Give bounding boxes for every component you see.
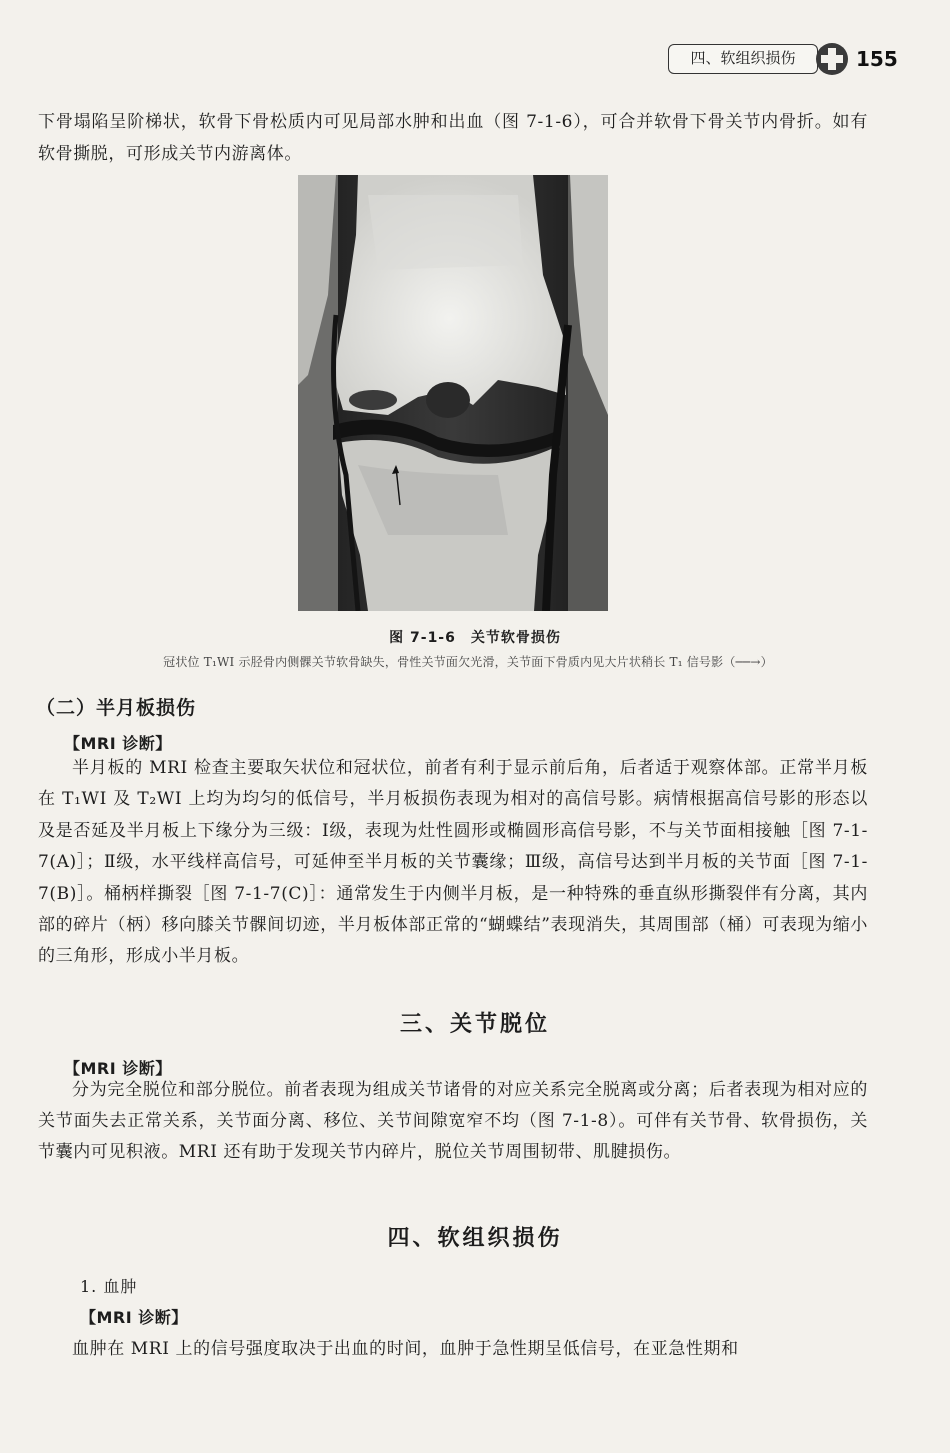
- medical-cross-icon: [815, 42, 849, 76]
- meniscus-heading: （二）半月板损伤: [36, 697, 197, 719]
- knee-mri-image: [298, 175, 608, 611]
- intro-text: 下骨塌陷呈阶梯状，软骨下骨松质内可见局部水肿和出血（图 7-1-6），可合并软骨下骨关节内骨折。如有软骨撕脱，可形成关节内游离体。: [38, 112, 868, 164]
- running-header-section: 四、软组织损伤: [668, 44, 818, 74]
- meniscus-paragraph: [38, 753, 868, 973]
- figure-caption: 冠状位 T₁WI 示胫骨内侧髁关节软骨缺失，骨性关节面欠光滑，关节面下骨质内见大片状稍长 T₁ 信号影（──→）: [163, 655, 773, 669]
- dislocation-heading: 三、关节脱位: [399, 1011, 550, 1037]
- dislocation-paragraph: [38, 1075, 868, 1168]
- soft-tissue-heading: 四、软组织损伤: [387, 1225, 563, 1251]
- hematoma-item: 1. 血肿: [80, 1277, 138, 1296]
- soft-tissue-text: 血肿在 MRI 上的信号强度取决于出血的时间，血肿于急性期呈低信号，在亚急性期和: [72, 1339, 739, 1359]
- dislocation-text: 分为完全脱位和部分脱位。前者表现为组成关节诸骨的对应关系完全脱离或分离；后者表现为相对应的关节面失去正常关系，关节面分离、移位、关节间隙宽窄不均（图 7-1-8）。可伴有关节骨、软骨损伤，关节囊内可见积液。MRI 还有助于发现关节内碎片，脱位关节周围韧带、肌腱损伤。: [38, 1080, 868, 1162]
- soft-tissue-mri-label: 【MRI 诊断】: [80, 1308, 188, 1327]
- dislocation-mri-label: 【MRI 诊断】: [64, 1059, 172, 1078]
- soft-tissue-paragraph: [38, 1333, 868, 1365]
- intro-paragraph: [38, 106, 868, 170]
- page-number: 155: [856, 47, 898, 71]
- meniscus-text: 半月板的 MRI 检查主要取矢状位和冠状位，前者有利于显示前后角，后者适于观察体部。正常半月板在 T₁WI 及 T₂WI 上均为均匀的低信号，半月板损伤表现为相对的高信号影。病情根据高信号影的形态以及是否延及半月板上下缘分为三级：Ⅰ级，表现为灶性圆形或椭圆形高信号影，不与关节面相接触［图 7-1-7(A)］；Ⅱ级，水平线样高信号，可延伸至半月板的关节囊缘；Ⅲ级，高信号达到半月板的关节面［图 7-1-7(B)］。桶柄样撕裂［图 7-1-7(C)］：通常发生于内侧半月板，是一种特殊的垂直纵形撕裂伴有分离，其内部的碎片（柄）移向膝关节髁间切迹，半月板体部正常的“蝴蝶结”表现消失，其周围部（桶）可表现为缩小的三角形，形成小半月板。: [38, 758, 868, 967]
- meniscus-mri-label: 【MRI 诊断】: [64, 734, 172, 753]
- figure-title: 图 7-1-6 关节软骨损伤: [389, 630, 561, 646]
